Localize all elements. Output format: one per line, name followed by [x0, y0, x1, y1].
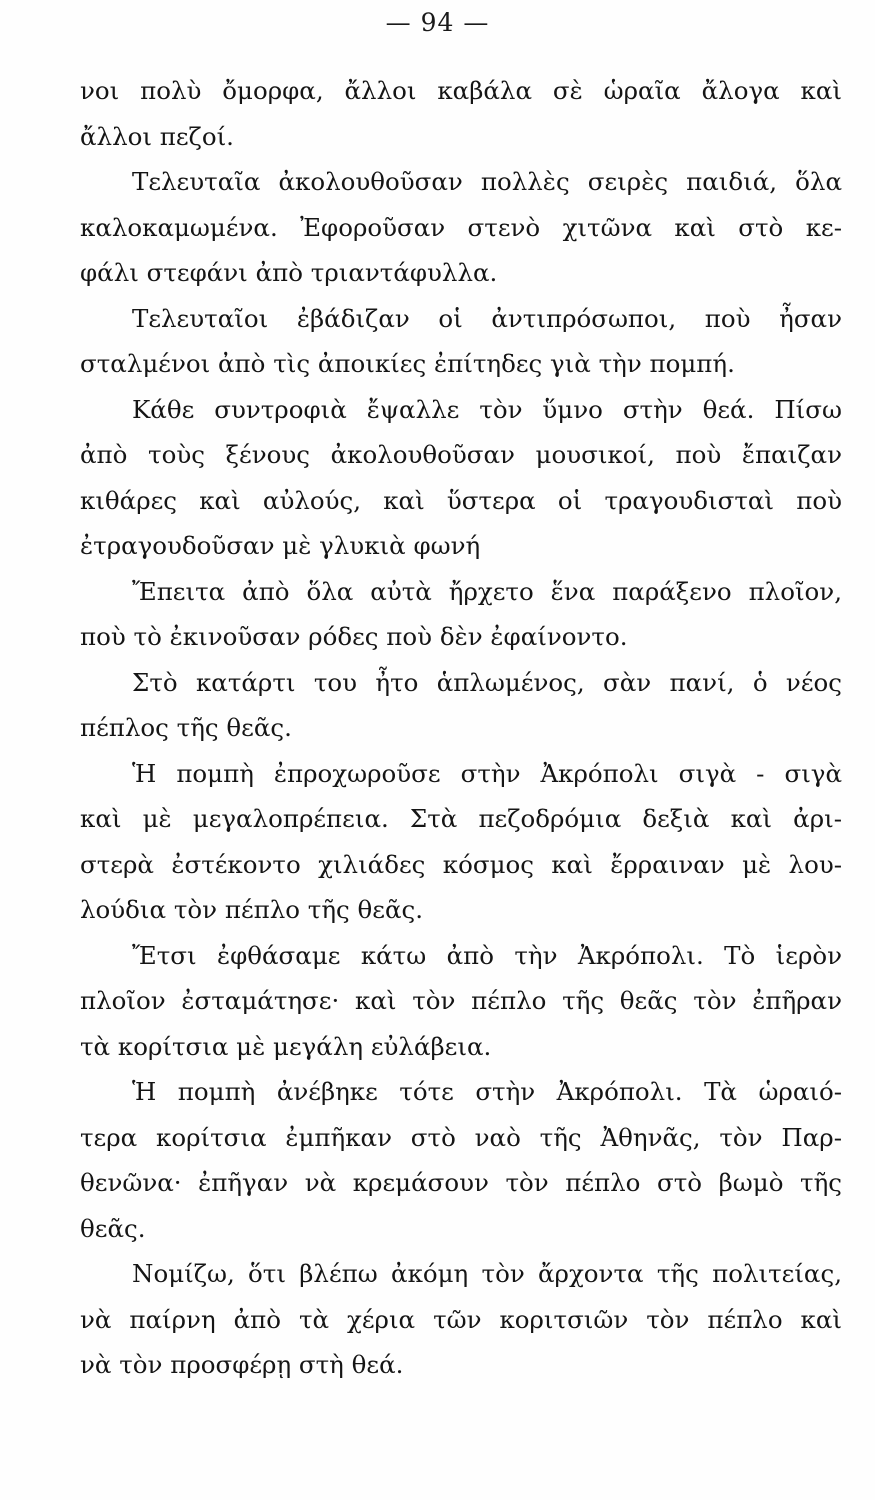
text-line: στερὰ ἐστέκοντο χιλιάδες κόσμος καὶ ἔρραιναν μὲ λου-	[80, 849, 842, 879]
page-number: — 94 —	[385, 8, 490, 37]
text-line: σταλμένοι ἀπὸ τὶς ἀποικίες ἐπίτηδες γιὰ τὴν πομπή.	[80, 349, 735, 378]
text-line: Κάθε συντροφιὰ ἔψαλλε τὸν ὕμνο στὴν θεά. Πίσω	[132, 394, 842, 424]
text-line: νὰ παίρνη ἀπὸ τὰ χέρια τῶν κοριτσιῶν τὸν πέπλο καὶ	[80, 1304, 842, 1334]
text-line: κιθάρες καὶ αὐλούς, καὶ ὕστερα οἱ τραγουδισταὶ ποὺ	[80, 485, 842, 515]
text-line: θενῶνα· ἐπῆγαν νὰ κρεμάσουν τὸν πέπλο στὸ βωμὸ τῆς	[80, 1168, 842, 1197]
text-line: φάλι στεφάνι ἀπὸ τριαντάφυλλα.	[80, 258, 498, 287]
text-line: Τελευταῖοι ἐβάδιζαν οἱ ἀντιπρόσωποι, ποὺ ἦσαν	[132, 303, 842, 333]
text-line: νὰ τὸν προσφέρῃ στὴ θεά.	[80, 1350, 404, 1379]
text-line: Νομίζω, ὅτι βλέπω ἀκόμη τὸν ἄρχοντα τῆς πολιτείας,	[132, 1259, 842, 1288]
text-line: ἄλλοι πεζοί.	[80, 121, 234, 151]
text-line: πλοῖον ἐσταμάτησε· καὶ τὸν πέπλο τῆς θεᾶς τὸν ἐπῆραν	[80, 986, 842, 1015]
text-line: Ἔτσι ἐφθάσαμε κάτω ἀπὸ τὴν Ἀκρόπολι. Τὸ ἱερὸν	[132, 940, 842, 970]
text-line: πέπλος τῆς θεᾶς.	[80, 713, 292, 742]
text-line: νοι πολὺ ὄμορφα, ἄλλοι καβάλα σὲ ὡραῖα ἄλογα καὶ	[80, 76, 842, 105]
text-line: Ἡ πομπὴ ἀνέβηκε τότε στὴν Ἀκρόπολι. Τὰ ὡραιό-	[132, 1077, 842, 1106]
text-line: τερα κορίτσια ἐμπῆκαν στὸ ναὸ τῆς Ἀθηνᾶς, τὸν Παρ-	[80, 1122, 842, 1152]
text-line: λούδια τὸν πέπλο τῆς θεᾶς.	[80, 895, 424, 924]
text-line: τὰ κορίτσια μὲ μεγάλη εὐλάβεια.	[80, 1031, 492, 1061]
text-line: ἀπὸ τοὺς ξένους ἀκολουθοῦσαν μουσικοί, ποὺ ἔπαιζαν	[80, 440, 842, 469]
text-line: Ἔπειτα ἀπὸ ὅλα αὐτὰ ἤρχετο ἕνα παράξενο πλοῖον,	[132, 576, 842, 606]
text-line: Τελευταῖα ἀκολουθοῦσαν πολλὲς σειρὲς παιδιά, ὅλα	[132, 167, 842, 196]
text-line: καλοκαμωμένα. Ἐφοροῦσαν στενὸ χιτῶνα καὶ στὸ κε-	[80, 212, 842, 242]
text-line: Ἡ πομπὴ ἐπροχωροῦσε στὴν Ἀκρόπολι σιγὰ - σιγὰ	[132, 758, 842, 788]
text-line: ἐτραγουδοῦσαν μὲ γλυκιὰ φωνή	[80, 531, 481, 560]
text-line: Στὸ κατάρτι του ἦτο ἁπλωμένος, σὰν πανί, ὁ νέος	[132, 667, 842, 697]
text-line: καὶ μὲ μεγαλοπρέπεια. Στὰ πεζοδρόμια δεξιὰ καὶ ἀρι-	[80, 804, 842, 833]
text-line: ποὺ τὸ ἐκινοῦσαν ρόδες ποὺ δὲν ἐφαίνοντο.	[80, 622, 628, 651]
body-text	[80, 68, 842, 1388]
text-line: θεᾶς.	[80, 1213, 146, 1243]
